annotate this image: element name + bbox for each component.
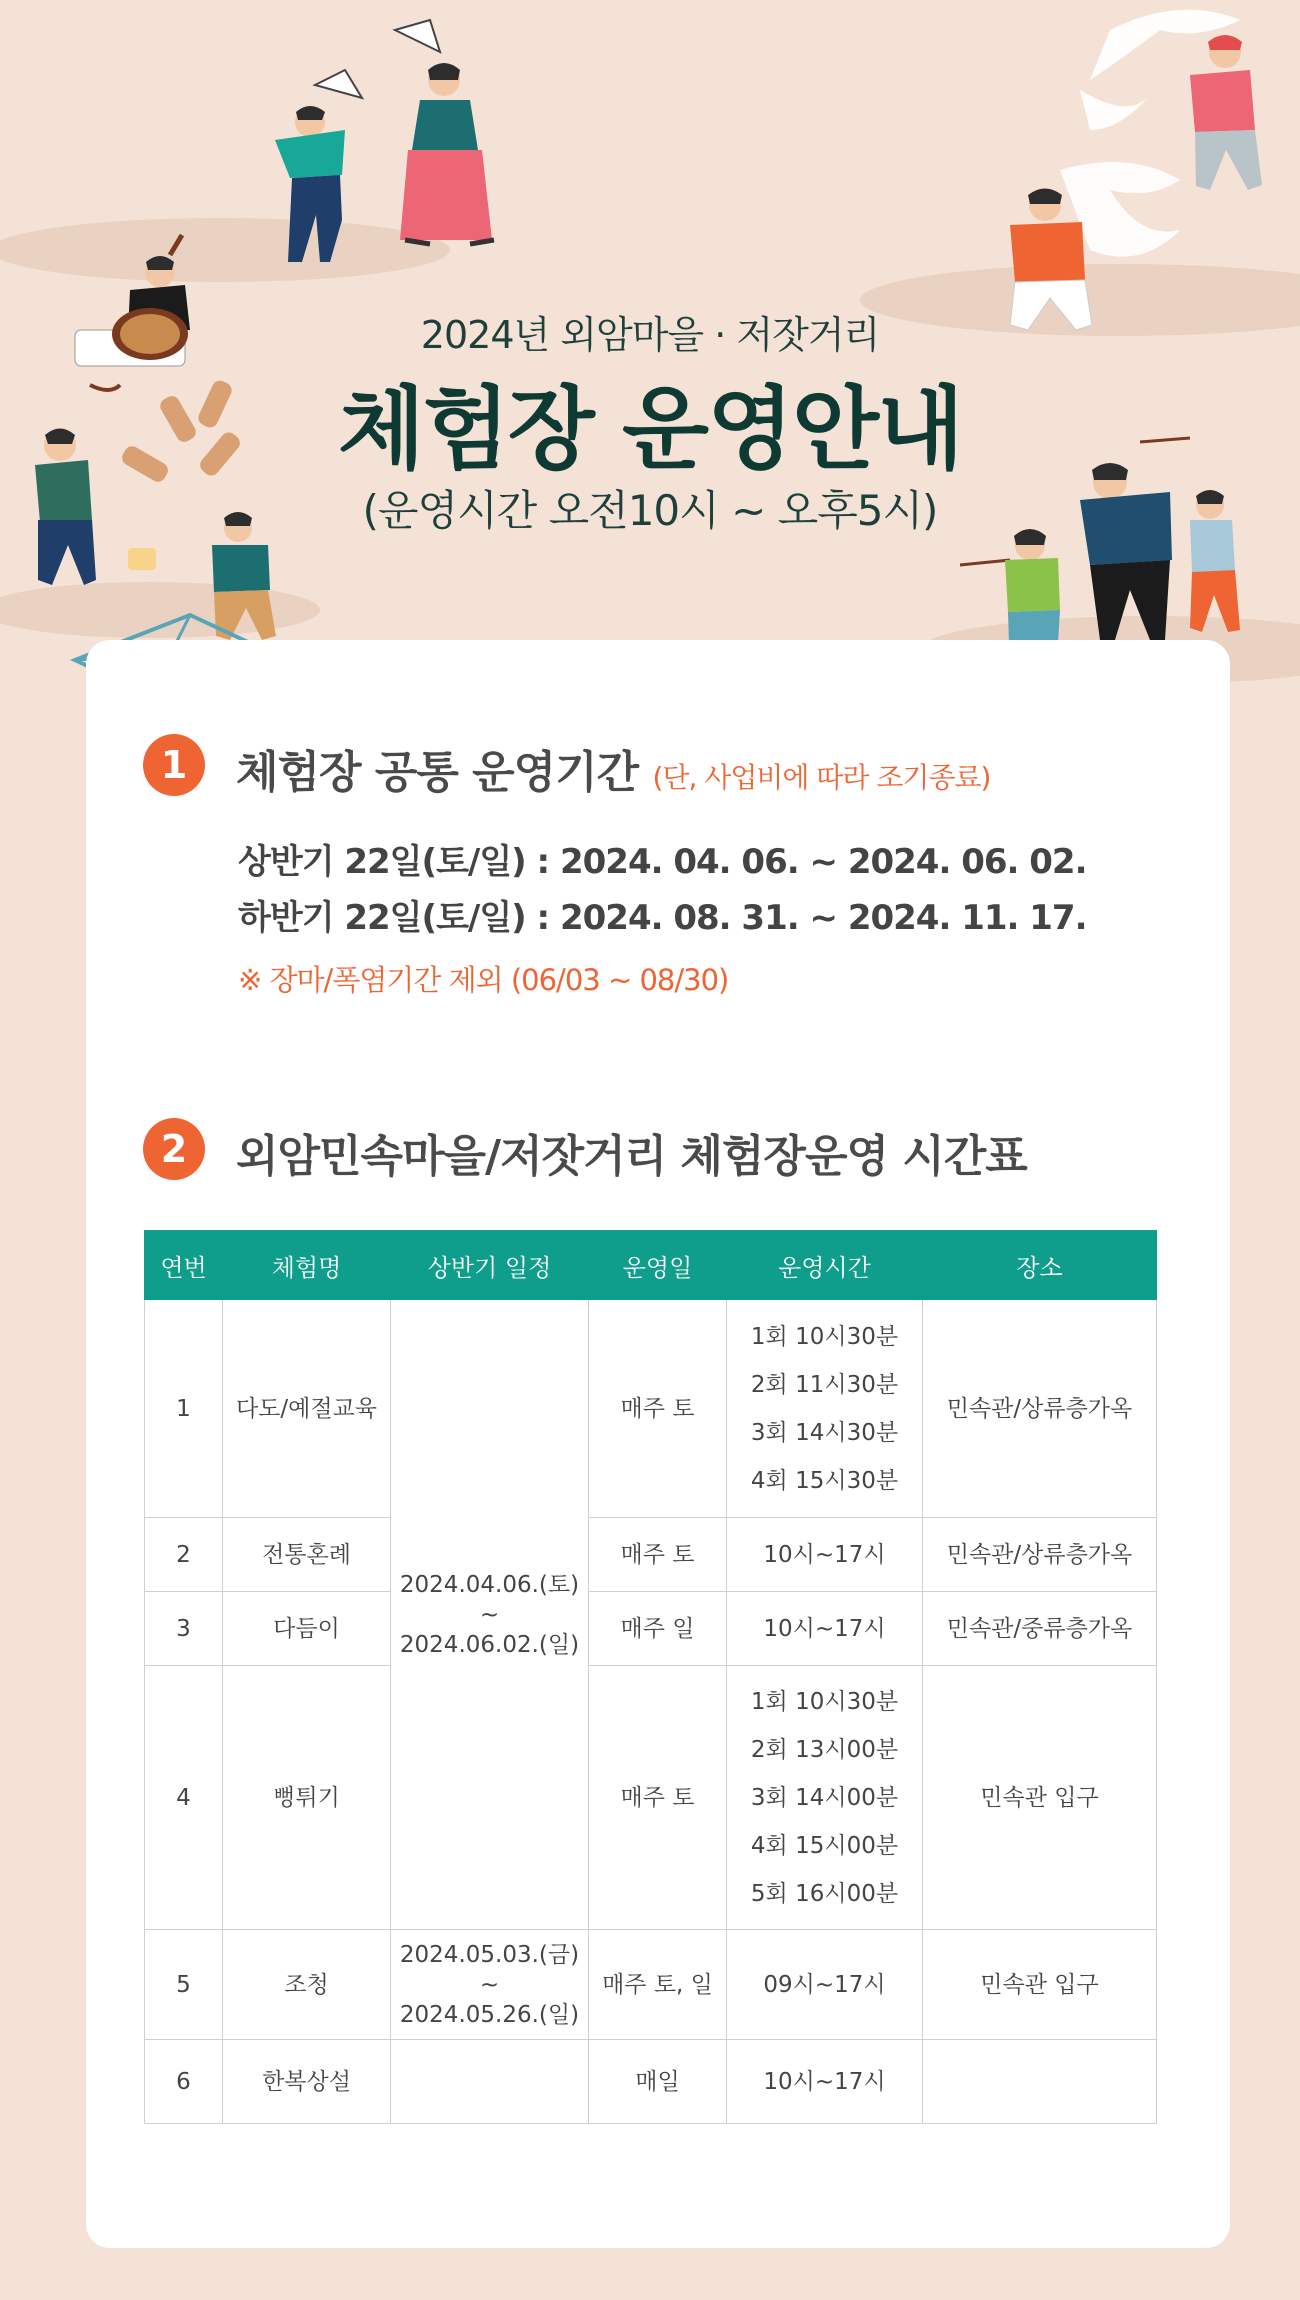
location: 민속관/상류층가옥 xyxy=(923,1518,1157,1592)
program-name: 다도/예절교육 xyxy=(223,1300,391,1518)
schedule-end: 2024.05.26.(일) xyxy=(399,2001,580,2028)
schedule-start: 2024.05.03.(금) xyxy=(399,1941,580,1968)
time-slot: 2회 13시00분 xyxy=(750,1736,899,1763)
column-header: 장소 xyxy=(923,1231,1157,1300)
program-name: 조청 xyxy=(223,1930,391,2040)
time-slot: 4회 15시00분 xyxy=(750,1832,899,1859)
location: 민속관 입구 xyxy=(923,1666,1157,1930)
program-name: 뻥튀기 xyxy=(223,1666,391,1930)
table-row xyxy=(145,1518,1157,1592)
operating-day: 매주 토 xyxy=(589,1666,727,1930)
table-header-row xyxy=(145,1231,1157,1300)
row-number: 4 xyxy=(145,1666,223,1930)
column-header: 운영시간 xyxy=(727,1231,923,1300)
location: 민속관/중류층가옥 xyxy=(923,1592,1157,1666)
location: 민속관/상류층가옥 xyxy=(923,1300,1157,1518)
operating-time xyxy=(727,1666,923,1930)
row-number: 6 xyxy=(145,2040,223,2124)
section1-note: (단, 사업비에 따라 조기종료) xyxy=(652,761,991,794)
operating-time: 10시~17시 xyxy=(727,1592,923,1666)
second-half-period: 하반기 22일(토/일) : 2024. 08. 31. ~ 2024. 11. 17. xyxy=(238,898,1087,938)
operating-time: 09시~17시 xyxy=(727,1930,923,2040)
operating-time: 10시~17시 xyxy=(727,1518,923,1592)
operating-time xyxy=(727,1300,923,1518)
operating-day: 매주 일 xyxy=(589,1592,727,1666)
section2-title: 외암민속마을/저잣거리 체험장운영 시간표 xyxy=(236,1131,1027,1182)
schedule-end: 2024.06.02.(일) xyxy=(399,1631,580,1658)
page-title: 체험장 운영안내 xyxy=(338,377,962,482)
schedule-cell xyxy=(391,1300,589,1930)
table-row xyxy=(145,2040,1157,2124)
operating-day: 매주 토, 일 xyxy=(589,1930,727,2040)
program-name: 다듬이 xyxy=(223,1592,391,1666)
row-number: 5 xyxy=(145,1930,223,2040)
row-number: 3 xyxy=(145,1592,223,1666)
section-title xyxy=(236,736,990,800)
program-name: 한복상설 xyxy=(223,2040,391,2124)
time-slot: 2회 11시30분 xyxy=(750,1371,899,1398)
schedule-cell xyxy=(391,2040,589,2124)
table-row xyxy=(145,1592,1157,1666)
location xyxy=(923,2040,1157,2124)
column-header: 운영일 xyxy=(589,1231,727,1300)
schedule-separator: ~ xyxy=(479,1971,500,1998)
operating-day: 매일 xyxy=(589,2040,727,2124)
schedule-cell xyxy=(391,1930,589,2040)
table-row xyxy=(145,1930,1157,2040)
section-number-badge: 2 xyxy=(143,1118,205,1180)
program-name: 전통혼례 xyxy=(223,1518,391,1592)
schedule-separator: ~ xyxy=(479,1601,500,1628)
column-header: 체험명 xyxy=(223,1231,391,1300)
operating-time: 10시~17시 xyxy=(727,2040,923,2124)
section-number-badge: 1 xyxy=(143,734,205,796)
time-slot: 3회 14시00분 xyxy=(750,1784,899,1811)
row-number: 2 xyxy=(145,1518,223,1592)
row-number: 1 xyxy=(145,1300,223,1518)
time-slot: 1회 10시30분 xyxy=(750,1688,899,1715)
hero-subtitle: 2024년 외암마을 · 저잣거리 xyxy=(420,313,880,357)
hanbok-dancer-illustration xyxy=(395,20,494,244)
location: 민속관 입구 xyxy=(923,1930,1157,2040)
first-half-period: 상반기 22일(토/일) : 2024. 04. 06. ~ 2024. 06. 02. xyxy=(238,842,1087,882)
time-slot: 3회 14시30분 xyxy=(750,1419,899,1446)
hero-banner xyxy=(0,0,1300,700)
column-header: 연번 xyxy=(145,1231,223,1300)
exclusion-note: ※ 장마/폭염기간 제외 (06/03 ~ 08/30) xyxy=(238,963,729,997)
time-slot: 5회 16시00분 xyxy=(750,1880,899,1907)
timetable xyxy=(144,1230,1157,2124)
table-row xyxy=(145,1666,1157,1930)
column-header: 상반기 일정 xyxy=(391,1231,589,1300)
operating-day: 매주 토 xyxy=(589,1300,727,1518)
time-slot: 1회 10시30분 xyxy=(750,1323,899,1350)
table-row xyxy=(145,1300,1157,1518)
operating-hours: (운영시간 오전10시 ~ 오후5시) xyxy=(362,486,938,535)
section1-title: 체험장 공통 운영기간 xyxy=(236,747,639,798)
time-slot: 4회 15시30분 xyxy=(750,1467,899,1494)
schedule-start: 2024.04.06.(토) xyxy=(399,1571,580,1598)
operating-day: 매주 토 xyxy=(589,1518,727,1592)
